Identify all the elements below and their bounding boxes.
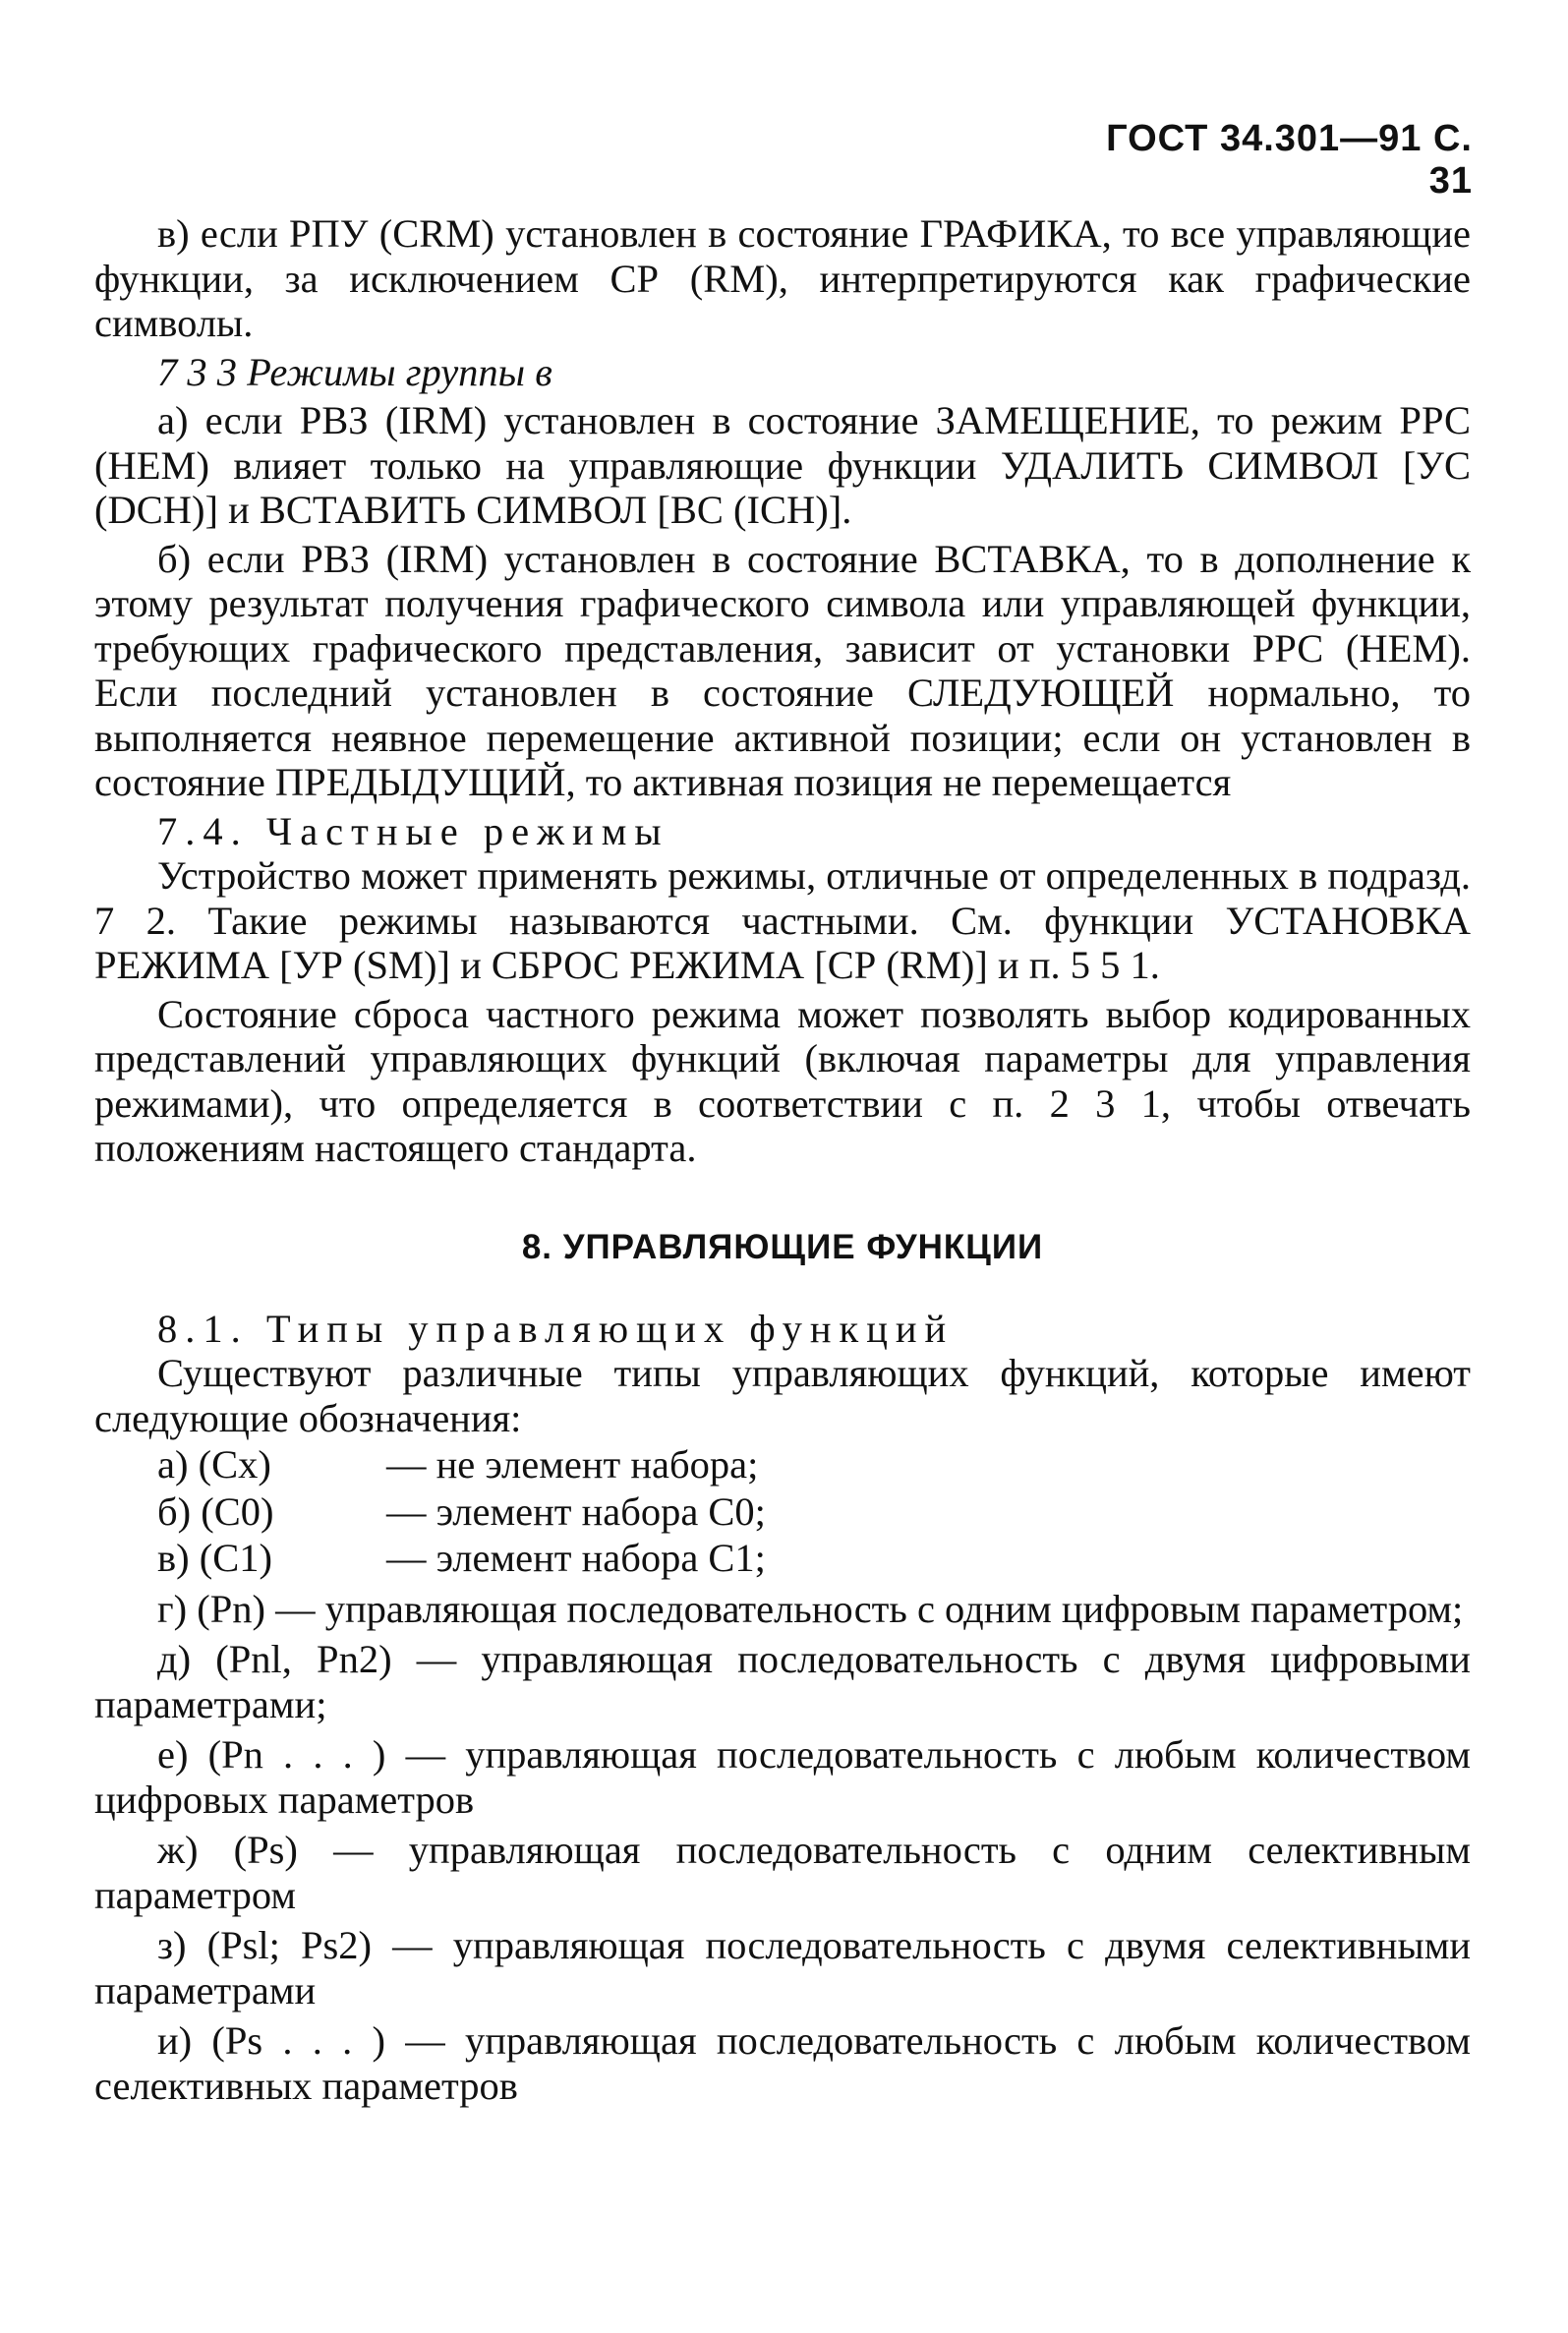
subsection-7-3-3-title: 7 3 3 Режимы группы в — [157, 349, 552, 394]
page-header: ГОСТ 34.301—91 С. 31 — [1106, 118, 1473, 202]
list-item: и) (Ps . . . ) — управляющая последовательность с любым количеством селективных параметров — [94, 2018, 1471, 2108]
list-item: д) (Pnl, Pn2) — управляющая последовательность с двумя цифровыми параметрами; — [94, 1637, 1471, 1726]
list-item — [94, 1536, 1471, 1581]
list-item — [94, 1442, 1471, 1487]
paragraph-a-irm: а) если РВЗ (IRM) установлен в состояние ЗАМЕЩЕНИЕ, то режим РРС (HEM) влияет только на управляющие функции УДАЛИТЬ СИМВОЛ [УС (DCH)] и ВСТАВИТЬ СИМВОЛ [ВС (ICH)]. — [94, 398, 1471, 532]
list-item-label: б) (С0) — [157, 1488, 274, 1534]
paragraph-v-crm: в) если РПУ (CRM) установлен в состояние ГРАФИКА, то все управляющие функции, за исключением СР (RM), интерпретируются как графические символы. — [94, 211, 1471, 345]
function-type-short-list — [94, 1442, 1471, 1581]
paragraph-7-4-a: Устройство может применять режимы, отличные от определенных в подразд. 7 2. Такие режимы называются частными. См. функции УСТАНОВКА РЕЖИМА [УР (SM)] и СБРОС РЕЖИМА [СР (RM)] и п. 5 5 1. — [94, 853, 1471, 987]
list-item: з) (Psl; Ps2) — управляющая последовательность с двумя селективными параметрами — [94, 1923, 1471, 2012]
list-item-label: в) (С1) — [157, 1536, 272, 1580]
section-8-title: 8. УПРАВЛЯЮЩИЕ ФУНКЦИИ — [521, 1227, 1044, 1266]
list-item: г) (Pn) — управляющая последовательность с одним цифровым параметром; — [157, 1586, 1464, 1631]
list-item-description: — не элемент набора; — [386, 1442, 759, 1487]
subsection-7-4-title: 7.4. Частные режимы — [157, 808, 669, 853]
subsection-8-1-title: 8.1. Типы управляющих функций — [157, 1306, 955, 1351]
list-item-description: — элемент набора С1; — [386, 1536, 766, 1580]
list-item: ж) (Ps) — управляющая последовательность с одним селективным параметром — [94, 1828, 1471, 1917]
list-item-label: а) (Сх) — [157, 1442, 271, 1487]
function-type-long-list — [94, 1587, 1471, 2109]
list-item — [94, 1489, 1471, 1535]
list-item: е) (Pn . . . ) — управляющая последовательность с любым количеством цифровых параметров — [94, 1732, 1471, 1822]
paragraph-8-1: Существуют различные типы управляющих функций, которые имеют следующие обозначения: — [94, 1351, 1471, 1440]
page-body — [94, 211, 1471, 2108]
paragraph-7-4-b: Состояние сброса частного режима может позволять выбор кодированных представлений управляющих функций (включая параметры для управления режимами), что определяется в соответствии с п. 2 3 1, чтобы отвечать положениям настоящего стандарта. — [94, 991, 1471, 1170]
paragraph-b-irm: б) если РВЗ (IRM) установлен в состояние ВСТАВКА, то в дополнение к этому результат получения графического символа или управляющей функции, требующих графического представления, зависит от установки РРС (HEM). Если последний установлен в состояние СЛЕДУЮЩЕЙ нормально, то выполняется неявное перемещение активной позиции; если он установлен в состояние ПРЕДЫДУЩИЙ, то активная позиция не перемещается — [94, 536, 1471, 804]
list-item-description: — элемент набора С0; — [386, 1488, 766, 1534]
